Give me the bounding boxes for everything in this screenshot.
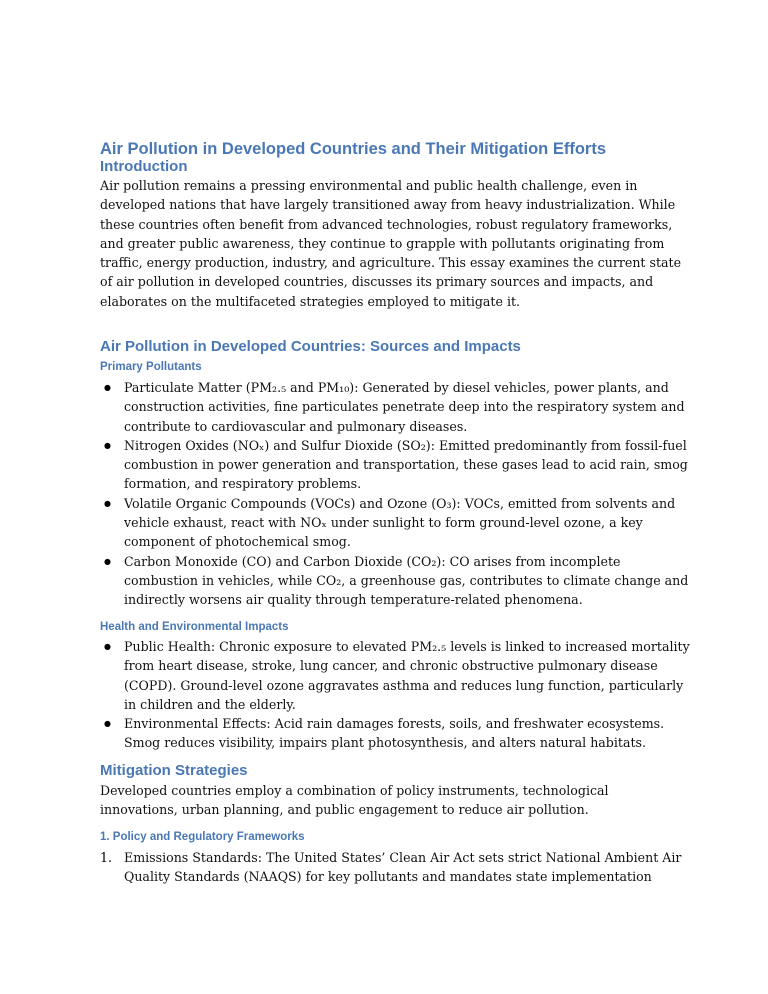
intro-paragraph	[100, 176, 700, 311]
heading-health-impacts: Health and Environmental Impacts	[100, 621, 289, 633]
list-item	[100, 848, 700, 887]
mitigation-paragraph	[100, 781, 700, 820]
text-line: Public Health: Chronic exposure to elevated PM₂.₅ levels is linked to increased mortality	[124, 639, 690, 654]
text-line: Air pollution remains a pressing environmental and public health challenge, even in	[100, 178, 638, 193]
text-line: Volatile Organic Compounds (VOCs) and Ozone (O₃): VOCs, emitted from solvents and	[124, 495, 676, 511]
text-line: construction activities, fine particulates penetrate deep into the respiratory system and	[124, 399, 685, 415]
list-number: 1.	[100, 850, 113, 865]
text-line: these countries often benefit from advanced technologies, robust regulatory frameworks,	[100, 216, 673, 232]
text-line: Developed countries employ a combination of policy instruments, technological	[100, 783, 609, 798]
text-line: contribute to cardiovascular and pulmonary diseases.	[124, 418, 468, 434]
list-item	[100, 494, 700, 552]
text-line: combustion in vehicles, while CO₂, a greenhouse gas, contributes to climate change and	[124, 572, 689, 588]
health-impacts-list	[100, 637, 700, 753]
text-line: traffic, energy production, industry, and agriculture. This essay examines the current state	[100, 255, 682, 271]
bullet-icon: ●	[104, 642, 111, 651]
text-line: in children and the elderly.	[124, 696, 296, 712]
text-line: vehicle exhaust, react with NOₓ under sunlight to form ground-level ozone, a key	[124, 515, 643, 531]
text-line: combustion in power generation and transportation, these gases lead to acid rain, smog	[124, 457, 688, 473]
primary-pollutants-list	[100, 378, 700, 610]
text-line: Carbon Monoxide (CO) and Carbon Dioxide (CO₂): CO arises from incomplete	[124, 553, 621, 569]
list-item	[100, 552, 700, 610]
document-title: Air Pollution in Developed Countries and Their Mitigation Efforts	[100, 140, 607, 158]
bullet-icon: ●	[104, 440, 111, 450]
text-line: developed nations that have largely transitioned away from heavy industrialization. While	[100, 197, 676, 213]
bullet-icon: ●	[104, 498, 111, 508]
list-item	[100, 436, 700, 494]
text-line: Nitrogen Oxides (NOₓ) and Sulfur Dioxide (SO₂): Emitted predominantly from fossil-fuel	[124, 437, 687, 453]
list-item	[100, 378, 700, 436]
heading-sources-impacts: Air Pollution in Developed Countries: Sources and Impacts	[100, 338, 521, 355]
text-line: component of photochemical smog.	[124, 534, 351, 550]
heading-introduction: Introduction	[100, 158, 188, 175]
text-line: Emissions Standards: The United States’ Clean Air Act sets strict National Ambient Air	[124, 850, 682, 865]
text-line: formation, and respiratory problems.	[124, 476, 362, 492]
bullet-icon: ●	[104, 556, 111, 566]
text-line: and greater public awareness, they continue to grapple with pollutants originating from	[100, 235, 665, 251]
policy-list	[100, 848, 700, 887]
bullet-icon: ●	[104, 383, 111, 392]
text-line: Environmental Effects: Acid rain damages forests, soils, and freshwater ecosystems.	[124, 716, 665, 732]
heading-primary-pollutants: Primary Pollutants	[100, 361, 202, 373]
text-line: Particulate Matter (PM₂.₅ and PM₁₀): Generated by diesel vehicles, power plants, and	[124, 380, 669, 395]
text-line: (COPD). Ground-level ozone aggravates asthma and reduces lung function, particularly	[124, 677, 684, 693]
text-line: of air pollution in developed countries, discusses its primary sources and impacts, and	[100, 274, 654, 290]
heading-policy-frameworks: 1. Policy and Regulatory Frameworks	[100, 831, 305, 843]
text-line: elaborates on the multifaceted strategies employed to mitigate it.	[100, 293, 521, 309]
text-line: from heart disease, stroke, lung cancer, and chronic obstructive pulmonary disease	[124, 658, 658, 674]
heading-mitigation: Mitigation Strategies	[100, 762, 248, 779]
text-line: Smog reduces visibility, impairs plant photosynthesis, and alters natural habitats.	[124, 735, 646, 751]
list-item	[100, 714, 700, 753]
text-line: indirectly worsens air quality through temperature-related phenomena.	[124, 592, 583, 608]
text-line: Quality Standards (NAAQS) for key pollutants and mandates state implementation	[124, 869, 652, 885]
list-item	[100, 637, 700, 714]
text-line: innovations, urban planning, and public engagement to reduce air pollution.	[100, 802, 589, 818]
bullet-icon: ●	[104, 719, 111, 729]
